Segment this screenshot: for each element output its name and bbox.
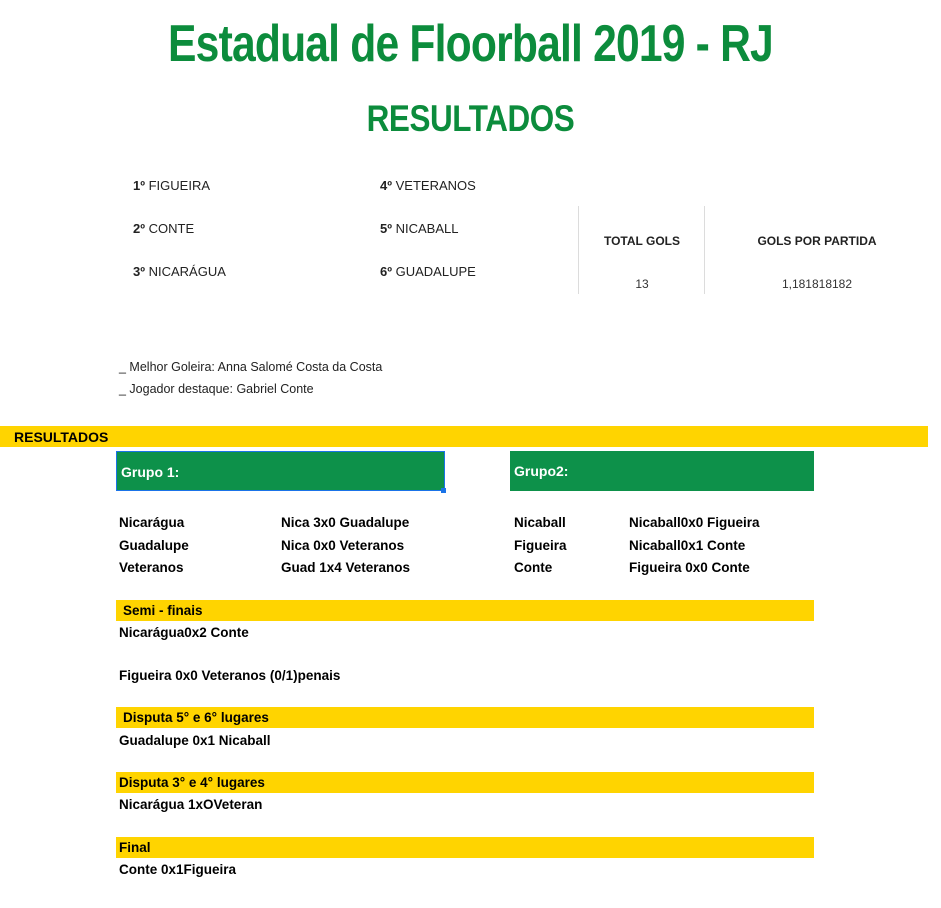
group2-game[interactable]: Figueira 0x0 Conte: [629, 560, 750, 575]
rank-team: NICARÁGUA: [148, 264, 226, 279]
final-game[interactable]: Conte 0x1Figueira: [119, 862, 237, 877]
rank-position: 3º: [133, 264, 145, 279]
group1-team[interactable]: Nicarágua: [119, 515, 185, 530]
rank-position: 1º: [133, 178, 145, 193]
award-highlight-player[interactable]: _ Jogador destaque: Gabriel Conte: [119, 382, 314, 396]
selection-fill-handle[interactable]: [441, 488, 446, 493]
page-subtitle: RESULTADOS: [366, 98, 575, 139]
total-goals-header[interactable]: TOTAL GOLS: [603, 234, 680, 248]
total-goals-value[interactable]: 13: [635, 277, 649, 291]
results-heading[interactable]: RESULTADOS: [14, 429, 109, 445]
goals-per-match-header[interactable]: GOLS POR PARTIDA: [757, 234, 877, 248]
group1-game[interactable]: Guad 1x4 Veteranos: [281, 560, 411, 575]
rank-position: 5º: [380, 221, 392, 236]
final-band: [116, 837, 814, 858]
semis-band: [116, 600, 814, 621]
page-title: Estadual de Floorball 2019 - RJ: [168, 15, 773, 73]
semis-game[interactable]: Nicarágua0x2 Conte: [119, 625, 249, 640]
fifth-place-title[interactable]: Disputa 5° e 6° lugares: [123, 710, 269, 725]
third-place-game[interactable]: Nicarágua 1xOVeteran: [119, 797, 263, 812]
fifth-place-game[interactable]: Guadalupe 0x1 Nicaball: [119, 733, 271, 748]
group1-team[interactable]: Veteranos: [119, 560, 184, 575]
group1-game[interactable]: Nica 3x0 Guadalupe: [281, 515, 410, 530]
semis-game[interactable]: Figueira 0x0 Veteranos (0/1)penais: [119, 668, 341, 683]
group2-game[interactable]: Nicaball0x0 Figueira: [629, 515, 760, 530]
group1-game[interactable]: Nica 0x0 Veteranos: [281, 538, 405, 553]
rank-position: 2º: [133, 221, 145, 236]
group2-game[interactable]: Nicaball0x1 Conte: [629, 538, 746, 553]
column-divider: [578, 206, 579, 294]
group2-team[interactable]: Conte: [514, 560, 553, 575]
rank-team: GUADALUPE: [395, 264, 476, 279]
group2-team[interactable]: Nicaball: [514, 515, 566, 530]
third-place-title[interactable]: Disputa 3° e 4° lugares: [119, 775, 265, 790]
award-best-goalkeeper[interactable]: _ Melhor Goleira: Anna Salomé Costa da Costa: [119, 360, 383, 374]
rank-position: 4º: [380, 178, 392, 193]
group1-team[interactable]: Guadalupe: [119, 538, 189, 553]
goals-per-match-value[interactable]: 1,181818182: [781, 277, 853, 291]
group2-team[interactable]: Figueira: [514, 538, 567, 553]
rank-item-6[interactable]: [380, 264, 476, 279]
rank-team: NICABALL: [395, 221, 459, 236]
rank-item-4[interactable]: [380, 178, 476, 193]
column-divider: [704, 206, 705, 294]
rank-position: 6º: [380, 264, 392, 279]
group2-title: Grupo2:: [514, 463, 569, 479]
rank-item-5[interactable]: [380, 221, 458, 236]
group2-header[interactable]: [510, 451, 814, 491]
rank-item-3[interactable]: [133, 264, 226, 279]
rank-team: VETERANOS: [395, 178, 476, 193]
semis-title[interactable]: Semi - finais: [123, 603, 203, 618]
final-title[interactable]: Final: [119, 840, 151, 855]
rank-team: CONTE: [148, 221, 195, 236]
rank-item-1[interactable]: [133, 178, 210, 193]
rank-team: FIGUEIRA: [148, 178, 211, 193]
rank-item-2[interactable]: [133, 221, 194, 236]
group1-title: Grupo 1:: [121, 464, 180, 480]
results-band: [0, 426, 928, 447]
group1-header[interactable]: [116, 451, 445, 491]
